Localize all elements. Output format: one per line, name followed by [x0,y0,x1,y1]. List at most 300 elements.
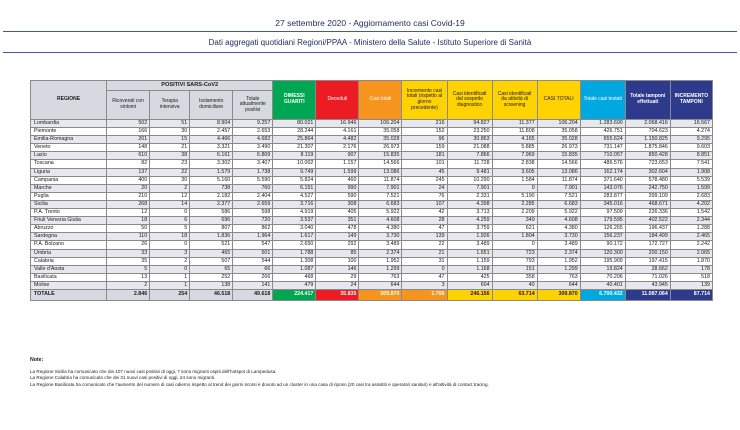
value-cell: 1.283.690 [580,120,625,128]
value-cell: 151 [492,265,537,273]
value-cell: 7.866 [447,152,492,160]
value-cell: 11.874 [537,176,580,184]
value-cell: 2.242 [670,241,712,249]
notes-title: Note: [30,357,44,363]
value-cell: 226.336 [625,209,670,217]
value-cell: 35.028 [359,136,402,144]
value-cell: 159 [402,144,447,152]
value-cell: 371.640 [580,176,625,184]
value-cell: 4.466 [190,136,233,144]
value-cell: 106.204 [359,120,402,128]
table-row [31,241,713,249]
value-cell: 7.541 [670,160,712,168]
value-cell: 20 [107,184,150,192]
value-cell: 178 [670,265,712,273]
region-name-cell: Lombardia [31,120,107,128]
value-cell: 793 [492,257,537,265]
value-cell: 1.952 [359,257,402,265]
value-cell: 1.738 [233,168,273,176]
value-cell: 0 [150,265,190,273]
value-cell: 2.209 [492,209,537,217]
value-cell: 5.590 [233,176,273,184]
value-cell: 166 [107,128,150,136]
col-header-isolamento: Isolamento domiciliare [190,91,233,120]
value-cell: 308 [316,200,359,208]
value-cell: 47 [402,225,447,233]
value-cell: 486.576 [580,160,625,168]
value-cell: 82 [107,160,150,168]
value-cell: 723.653 [625,160,670,168]
notes-section [30,357,720,388]
value-cell: 11.808 [492,128,537,136]
value-cell: 1.617 [273,233,316,241]
value-cell: 6.151 [273,184,316,192]
value-cell: 15.835 [537,152,580,160]
value-cell: 139 [402,233,447,241]
value-cell: 2.465 [670,233,712,241]
value-cell: 9.295 [670,136,712,144]
col-header-regione: REGIONE [31,81,107,120]
value-cell: 1 [150,281,190,289]
value-cell: 172.727 [625,241,670,249]
region-name-cell: Friuli Venezia Giulia [31,217,107,225]
value-cell: 468.671 [625,200,670,208]
value-cell: 252 [190,273,233,281]
value-cell: 0 [492,184,537,192]
total-cell: 46.518 [190,289,233,300]
value-cell: 760 [233,184,273,192]
region-name-cell: Umbria [31,249,107,257]
value-cell: 143.076 [580,184,625,192]
value-cell: 3.489 [359,241,402,249]
col-header-screening: Casi identificati da attività di screening [492,81,537,120]
total-cell: 35.835 [316,289,359,300]
region-name-cell: Piemonte [31,128,107,136]
value-cell: 1.908 [670,168,712,176]
value-cell: 90.172 [580,241,625,249]
value-cell: 1.599 [670,184,712,192]
value-cell: 24 [402,184,447,192]
value-cell: 141 [233,281,273,289]
value-cell: 1.308 [273,257,316,265]
region-name-cell: Sicilia [31,200,107,208]
value-cell: 146 [316,265,359,273]
value-cell: 30 [150,176,190,184]
value-cell: 15.835 [359,152,402,160]
value-cell: 1.926 [447,233,492,241]
value-cell: 266 [233,273,273,281]
value-cell: 138 [190,281,233,289]
value-cell: 2.182 [190,192,233,200]
total-cell: 246.156 [447,289,492,300]
value-cell: 23.250 [447,128,492,136]
value-cell: 501 [233,249,273,257]
value-cell: 358 [492,273,537,281]
value-cell: 11.874 [359,176,402,184]
value-cell: 9.603 [670,144,712,152]
value-cell: 460 [316,176,359,184]
value-cell: 351 [316,217,359,225]
region-name-cell: Puglia [31,192,107,200]
table-row [31,225,713,233]
value-cell: 2 [107,281,150,289]
value-cell: 6.161 [190,152,233,160]
value-cell: 26.973 [537,144,580,152]
value-cell: 2.404 [233,192,273,200]
value-cell: 345.016 [580,200,625,208]
note-line: La Regione Sicilia ha comunicato che dei 107 nuovi casi positivi di oggi, 7 sono migranti ospiti dell'hotspot di Lampedusa. [30,368,277,374]
value-cell: 21.088 [447,144,492,152]
region-name-cell: Abruzzo [31,225,107,233]
total-cell: 87.714 [670,289,712,300]
table-row [31,144,713,152]
value-cell: 85 [316,249,359,257]
value-cell: 465 [190,249,233,257]
value-cell: 4.274 [670,128,712,136]
subtitle-divider [3,52,737,53]
value-cell: 80.021 [273,120,316,128]
value-cell: 21.307 [273,144,316,152]
value-cell: 14.566 [359,160,402,168]
value-cell: 655.624 [580,136,625,144]
value-cell: 13.086 [359,168,402,176]
value-cell: 8.904 [190,120,233,128]
table-row [31,233,713,241]
total-cell: 254 [150,289,190,300]
value-cell: 16.946 [316,120,359,128]
table-row [31,136,713,144]
report-subtitle: Dati aggregati quotidiani Regioni/PPAA - Ministero della Salute - Istituto Superiore di Sanità [208,38,532,47]
value-cell: 162.174 [580,168,625,176]
value-cell: 2.285 [492,200,537,208]
value-cell: 0 [402,265,447,273]
value-cell: 5.885 [492,144,537,152]
value-cell: 1 [150,273,190,281]
value-cell: 4.482 [316,136,359,144]
value-cell: 807 [190,225,233,233]
region-name-cell: Molise [31,281,107,289]
value-cell: 7.901 [537,184,580,192]
value-cell: 4.165 [492,136,537,144]
region-name-cell: Marche [31,184,107,192]
value-cell: 586 [190,209,233,217]
value-cell: 1.159 [447,257,492,265]
value-cell: 2.683 [670,192,712,200]
value-cell: 10.002 [273,160,316,168]
value-cell: 97.509 [580,209,625,217]
value-cell: 3.040 [273,225,316,233]
value-cell: 990 [316,184,359,192]
value-cell: 710.057 [580,152,625,160]
value-cell: 738 [190,184,233,192]
value-cell: 196.437 [625,225,670,233]
value-cell: 426.751 [580,128,625,136]
value-cell: 292 [316,241,359,249]
value-cell: 2 [150,184,190,192]
value-cell: 18 [107,217,150,225]
note-line: La Regione Basilicata ha comunicato che l'aumento del numero di casi odierno rispetto al trend dei giorni scorsi è dovuto ad un cluster in una casa di riposo (20 casi tra assistiti e operatori sanitari) e all'attività di contact tracing. [30,381,489,387]
value-cell: 4.608 [359,217,402,225]
value-cell: 6.809 [233,152,273,160]
value-cell: 1.168 [447,265,492,273]
value-cell: 107 [402,200,447,208]
value-cell: 763 [537,273,580,281]
value-cell: 10.290 [447,176,492,184]
region-name-cell: Veneto [31,144,107,152]
col-header-casi-totali: Casi totali [359,81,402,120]
table-row [31,184,713,192]
value-cell: 502 [107,120,150,128]
value-cell: 30 [150,128,190,136]
value-cell: 704.623 [625,128,670,136]
value-cell: 197.415 [625,257,670,265]
value-cell: 106.204 [537,120,580,128]
region-name-cell: Sardegna [31,233,107,241]
value-cell: 3.537 [273,217,316,225]
value-cell: 425 [447,273,492,281]
value-cell: 400 [107,176,150,184]
value-cell: 5.922 [359,209,402,217]
value-cell: 30.863 [447,136,492,144]
value-cell: 763 [359,273,402,281]
value-cell: 402.522 [625,217,670,225]
value-cell: 7.969 [492,152,537,160]
value-cell: 4.161 [316,128,359,136]
value-cell: 8.851 [670,152,712,160]
value-cell: 137 [107,168,150,176]
total-cell: 309.870 [359,289,402,300]
value-cell: 3.605 [492,168,537,176]
value-cell: 4.919 [273,209,316,217]
value-cell: 283.877 [580,192,625,200]
value-cell: 7.901 [359,184,402,192]
value-cell: 3 [402,281,447,289]
value-cell: 26 [107,241,150,249]
value-cell: 51 [150,120,190,128]
value-cell: 28.662 [625,265,670,273]
value-cell: 94.827 [447,120,492,128]
value-cell: 2.457 [190,128,233,136]
region-name-cell: Basilicata [31,273,107,281]
value-cell: 731.147 [580,144,625,152]
value-cell: 1.542 [670,209,712,217]
value-cell: 3.490 [233,144,273,152]
value-cell: 16.567 [670,120,712,128]
col-header-tamponi: Totale tamponi effettuati [625,81,670,120]
value-cell: 3.489 [447,241,492,249]
value-cell: 1.870 [670,257,712,265]
value-cell: 28.244 [273,128,316,136]
value-cell: 8.119 [273,152,316,160]
value-cell: 578.480 [625,176,670,184]
value-cell: 13.086 [537,168,580,176]
value-cell: 216 [402,120,447,128]
value-cell: 110 [107,233,150,241]
value-cell: 5.922 [537,209,580,217]
value-cell: 29 [316,273,359,281]
value-cell: 6.683 [359,200,402,208]
value-cell: 181 [402,152,447,160]
value-cell: 5.190 [492,192,537,200]
value-cell: 71.026 [625,273,670,281]
value-cell: 21 [150,144,190,152]
total-cell: 224.417 [273,289,316,300]
value-cell: 1.299 [359,265,402,273]
value-cell: 1.299 [537,265,580,273]
value-cell: 2.650 [273,241,316,249]
value-cell: 25.864 [273,136,316,144]
region-name-cell: Lazio [31,152,107,160]
value-cell: 152 [402,128,447,136]
value-cell: 0 [492,241,537,249]
value-cell: 610 [107,152,150,160]
value-cell: 12 [107,209,150,217]
region-name-cell: Calabria [31,257,107,265]
value-cell: 3.716 [273,200,316,208]
value-cell: 156.237 [580,233,625,241]
value-cell: 35.058 [359,128,402,136]
value-cell: 3.407 [233,160,273,168]
value-cell: 2.344 [670,217,712,225]
group-header-positivi: POSITIVI SARS-CoV2 [107,81,273,91]
col-header-incremento-tamponi: INCREMENTO TAMPONI [670,81,712,120]
value-cell: 518 [670,273,712,281]
value-cell: 696 [190,217,233,225]
value-cell: 4.682 [233,136,273,144]
value-cell: 126.265 [580,225,625,233]
value-cell: 19.824 [580,265,625,273]
value-cell: 38 [150,152,190,160]
value-cell: 862 [233,225,273,233]
value-cell: 4.527 [273,192,316,200]
value-cell: 399.109 [625,192,670,200]
value-cell: 65 [190,265,233,273]
value-cell: 2.653 [233,128,273,136]
table-row [31,200,713,208]
table-row [31,217,713,225]
value-cell: 5.824 [273,176,316,184]
region-name-cell: Valle d'Aosta [31,265,107,273]
value-cell: 3.759 [447,225,492,233]
region-name-cell: Toscana [31,160,107,168]
value-cell: 245 [402,176,447,184]
value-cell: 210 [107,192,150,200]
table-row [31,160,713,168]
value-cell: 23 [150,160,190,168]
value-cell: 1.288 [670,225,712,233]
value-cell: 0 [150,241,190,249]
value-cell: 12 [150,192,190,200]
table-row [31,128,713,136]
value-cell: 4.398 [447,200,492,208]
value-cell: 22 [150,168,190,176]
value-cell: 1.584 [492,176,537,184]
value-cell: 66 [233,265,273,273]
value-cell: 28 [402,217,447,225]
value-cell: 720 [233,217,273,225]
value-cell: 1.579 [190,168,233,176]
col-header-terapia-intensiva: Terapia intensiva [150,91,190,120]
value-cell: 148 [107,144,150,152]
table-row [31,249,713,257]
value-cell: 2.068.416 [625,120,670,128]
value-cell: 547 [233,241,273,249]
value-cell: 47 [402,273,447,281]
table-row [31,152,713,160]
value-cell: 22 [402,241,447,249]
value-cell: 120.300 [580,249,625,257]
value-cell: 4.380 [537,225,580,233]
table-row [31,265,713,273]
value-cell: 35.028 [537,136,580,144]
value-cell: 1.875.846 [625,144,670,152]
report-title: 27 settembre 2020 - Aggiornamento casi Covid-19 [275,18,465,28]
table-row [31,120,713,128]
value-cell: 195.909 [580,257,625,265]
header-row-group [31,81,713,91]
total-cell: 309.870 [537,289,580,300]
value-cell: 139 [670,281,712,289]
value-cell: 4.608 [537,217,580,225]
value-cell: 21 [402,249,447,257]
value-cell: 1.804 [492,233,537,241]
table-body [31,120,713,290]
value-cell: 96 [402,136,447,144]
value-cell: 621 [492,225,537,233]
value-cell: 18 [150,233,190,241]
value-cell: 184.499 [625,233,670,241]
value-cell: 1.952 [537,257,580,265]
value-cell: 268 [107,200,150,208]
value-cell: 2.838 [492,160,537,168]
value-cell: 11.377 [492,120,537,128]
value-cell: 1.964 [233,233,273,241]
value-cell: 3.713 [447,209,492,217]
region-name-cell: P.A. Trento [31,209,107,217]
value-cell: 590 [316,192,359,200]
value-cell: 3.321 [190,144,233,152]
value-cell: 7.901 [447,184,492,192]
value-cell: 35 [107,257,150,265]
total-cell: 2.846 [107,289,150,300]
value-cell: 76 [402,192,447,200]
value-cell: 201 [107,136,150,144]
table-row [31,209,713,217]
col-header-sospetto-diagnostico: Casi identificati dal sospetto diagnostico [447,81,492,120]
table-row [31,273,713,281]
value-cell: 242.750 [625,184,670,192]
value-cell: 1.651 [447,249,492,257]
col-header-casi-testati: Totale casi testati [580,81,625,120]
value-cell: 9.749 [273,168,316,176]
value-cell: 521 [190,241,233,249]
value-cell: 5 [150,225,190,233]
value-cell: 2.659 [233,200,273,208]
value-cell: 35.058 [537,128,580,136]
value-cell: 644 [537,281,580,289]
table-row [31,257,713,265]
value-cell: 723 [492,249,537,257]
value-cell: 598 [233,209,273,217]
value-cell: 43.945 [625,281,670,289]
note-line: La Regione Calabria ha comunicato che dei 31 nuovi casi positivi di oggi, 24 sono migranti. [30,375,216,381]
value-cell: 507 [190,257,233,265]
value-cell: 11.728 [447,160,492,168]
col-header-casi-totali-2: CASI TOTALI [537,81,580,120]
total-cell: TOTALE [31,289,107,300]
value-cell: 6.683 [537,200,580,208]
total-cell: 11.087.064 [625,289,670,300]
